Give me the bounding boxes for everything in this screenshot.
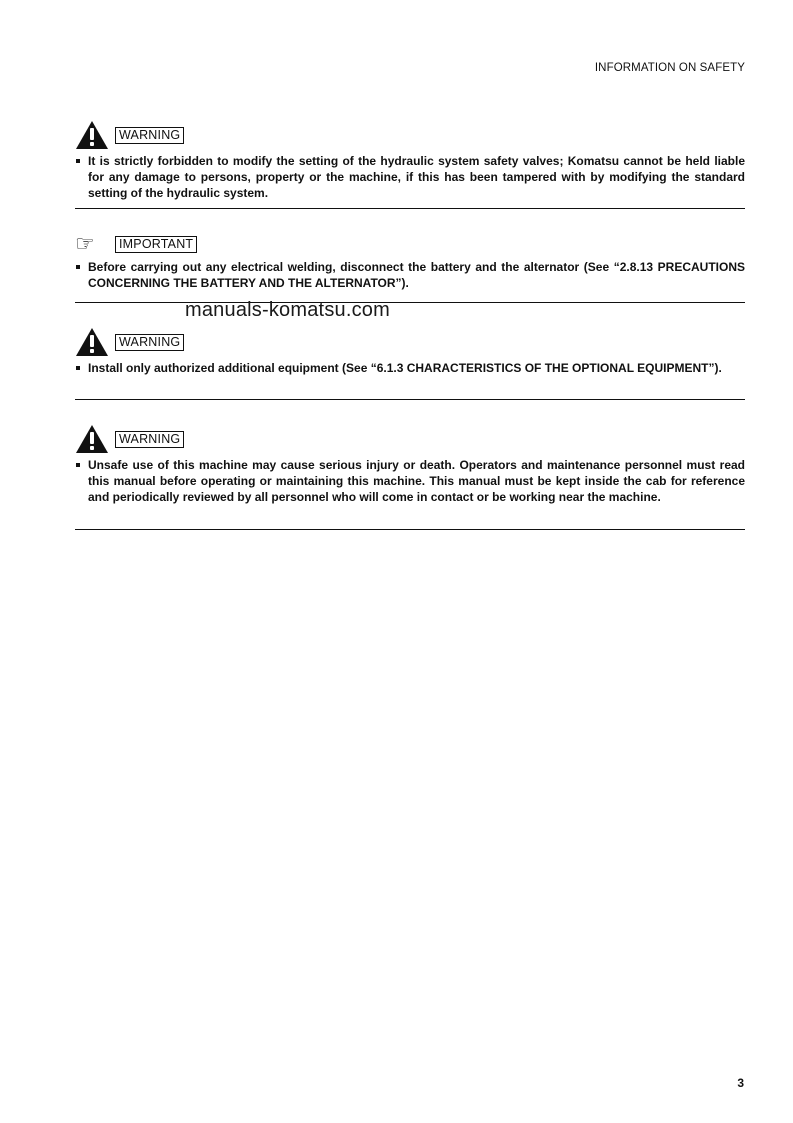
notice-text (75, 457, 745, 505)
warning-triangle-icon (75, 424, 109, 454)
section-divider (75, 302, 745, 303)
warning-notice-2 (75, 327, 745, 376)
warning-tag: WARNING (115, 127, 184, 144)
important-tag: IMPORTANT (115, 236, 197, 253)
notice-heading (75, 327, 745, 357)
page-header-title: INFORMATION ON SAFETY (594, 62, 745, 74)
notice-heading (75, 120, 745, 150)
watermark-text: manuals-komatsu.com (185, 299, 390, 321)
notice-text (75, 259, 745, 291)
notice-text (75, 153, 745, 201)
pointing-hand-icon: ☞ (75, 231, 95, 256)
warning-triangle-icon (75, 327, 109, 357)
notice-text-content: Unsafe use of this machine may cause serious injury or death. Operators and maintenance personnel must read this manual before operating or maintaining this machine. This manual must be kept inside the cab for reference and periodically reviewed by all personnel who will come in contact or be working near the machine. (88, 458, 745, 504)
section-divider (75, 529, 745, 530)
warning-tag: WARNING (115, 334, 184, 351)
notice-heading (75, 424, 745, 454)
section-divider (75, 399, 745, 400)
warning-triangle-icon (75, 120, 109, 150)
notice-text-content: Before carrying out any electrical welding, disconnect the battery and the alternator (See “2.8.13 PRECAUTIONS CONCERNING THE BATTERY AND THE ALTERNATOR”). (88, 260, 745, 290)
section-divider (75, 208, 745, 209)
notice-text (75, 360, 745, 376)
bullet-icon (76, 463, 80, 467)
bullet-icon (76, 265, 80, 269)
warning-notice-3 (75, 424, 745, 505)
bullet-icon (76, 366, 80, 370)
bullet-icon (76, 159, 80, 163)
page-number: 3 (737, 1076, 744, 1090)
notice-heading (75, 232, 745, 256)
important-notice (75, 232, 745, 291)
warning-tag: WARNING (115, 431, 184, 448)
notice-text-content: Install only authorized additional equipment (See “6.1.3 CHARACTERISTICS OF THE OPTIONAL EQUIPMENT”). (88, 361, 722, 375)
warning-notice-1 (75, 120, 745, 201)
notice-text-content: It is strictly forbidden to modify the setting of the hydraulic system safety valves; Komatsu cannot be held liable for any damage to persons, property or the machine, if this has been tampered with by modifying the standard setting of the hydraulic system. (88, 154, 745, 200)
